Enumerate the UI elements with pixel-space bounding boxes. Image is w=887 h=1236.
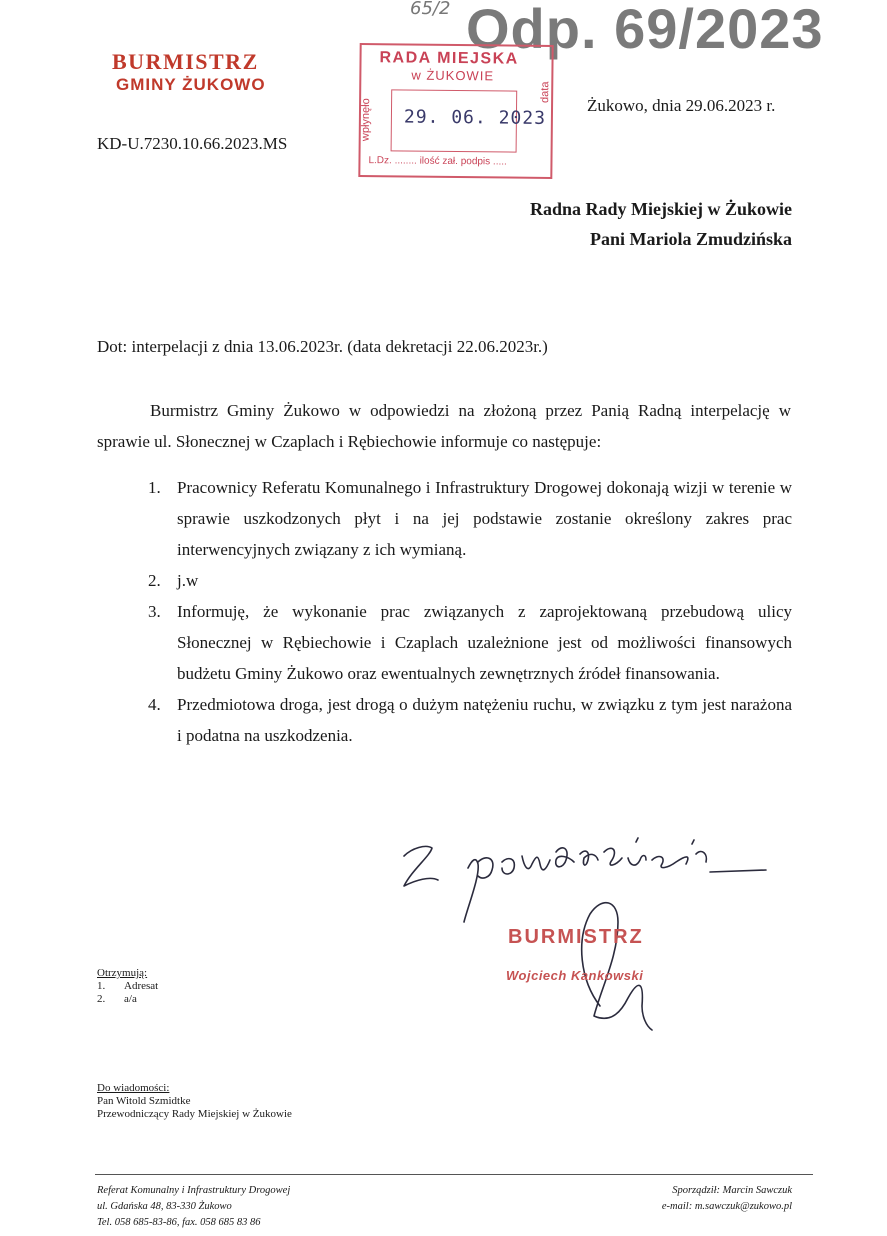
handwritten-number: 65/2 — [410, 0, 451, 19]
recipient-row — [97, 993, 158, 1006]
list-item — [148, 689, 792, 751]
list-item-text: Przedmiotowa droga, jest drogą o dużym natężeniu ruchu, w związku z tym jest narażona i podatna na uszkodzenia. — [177, 695, 792, 745]
list-item-number: 1. — [148, 478, 161, 497]
received-stamp-subtitle: w ŻUKOWIE — [411, 67, 495, 84]
footer-phone: Tel. 058 685-83-86, fax. 058 685 83 86 — [97, 1217, 261, 1228]
received-stamp-date-box — [391, 89, 547, 152]
footer-divider — [95, 1174, 813, 1175]
list-item — [148, 472, 792, 565]
footer-author-info — [560, 1183, 792, 1215]
received-stamp-right-label: data — [539, 81, 552, 103]
recipient-text: Adresat — [124, 980, 159, 992]
recipients-block — [97, 967, 158, 1006]
list-item-number: 2. — [148, 571, 161, 590]
intro-paragraph: Burmistrz Gminy Żukowo w odpowiedzi na złożoną przez Panią Radną interpelację w sprawie ul. Słonecznej w Czaplach i Rębiechowie informuje co następuje: — [97, 401, 791, 451]
addressee-line1: Radna Rady Miejskiej w Żukowie — [529, 199, 792, 219]
recipient-number: 2. — [97, 993, 106, 1005]
signature-stamp-title: BURMISTRZ — [508, 926, 644, 948]
list-item-text: Pracownicy Referatu Komunalnego i Infrastruktury Drogowej dokonają wizji w terenie w sprawie uszkodzonych płyt i na jej podstawie zostanie określony zakres prac interwencyjnych związany z ich wymianą. — [177, 478, 792, 559]
footer-department-info — [97, 1183, 290, 1231]
mayor-header-stamp — [112, 50, 266, 96]
for-information-block — [97, 1082, 292, 1121]
footer-email: e-mail: m.sawczuk@zukowo.pl — [661, 1201, 792, 1212]
list-item-text: Informuję, że wykonanie prac związanych z zaprojektowaną przebudową ulicy Słonecznej w Rębiechowie i Czaplach uzależnione jest od możliwości finansowych budżetu Gminy Żukowo oraz ewentualnych zewnętrznych źródeł finansowania. — [177, 602, 792, 683]
received-stamp-title: RADA MIEJSKA — [379, 49, 519, 68]
reference-number: KD-U.7230.10.66.2023.MS — [97, 134, 288, 153]
footer-address: ul. Gdańska 48, 83-330 Żukowo — [97, 1201, 232, 1212]
header-stamp-title: BURMISTRZ — [112, 49, 259, 74]
list-item-number: 4. — [148, 695, 161, 714]
case-number: Odp. 69/2023 — [466, 0, 824, 60]
for-information-header: Do wiadomości: — [97, 1082, 170, 1094]
recipients-header: Otrzymują: — [97, 967, 148, 979]
list-item-text: j.w — [177, 571, 199, 590]
addressee — [470, 194, 792, 254]
response-points-list — [148, 472, 792, 751]
received-stamp — [358, 43, 553, 179]
received-stamp-left-label: wpłynęło — [359, 98, 373, 142]
received-stamp-date: 29. 06. 2023 — [403, 106, 547, 129]
subject-line: Dot: interpelacji z dnia 13.06.2023r. (data dekretacji 22.06.2023r.) — [97, 337, 548, 356]
footer-author: Sporządził: Marcin Sawczuk — [672, 1185, 792, 1196]
list-item — [148, 596, 792, 689]
place-and-date: Żukowo, dnia 29.06.2023 r. — [587, 96, 776, 115]
header-stamp-subtitle: GMINY ŻUKOWO — [116, 75, 266, 94]
recipient-text: a/a — [124, 993, 137, 1005]
footer-department: Referat Komunalny i Infrastruktury Drogowej — [97, 1185, 291, 1196]
list-item — [148, 565, 792, 596]
recipient-number: 1. — [97, 980, 106, 992]
for-information-line: Pan Witold Szmidtke — [97, 1095, 191, 1107]
received-stamp-bottom-text: L.Dz. ........ ilość zał. podpis ..... — [368, 155, 507, 168]
addressee-line2: Pani Mariola Zmudzińska — [589, 229, 792, 249]
recipient-row — [97, 980, 158, 993]
signature-stamp-name: Wojciech Kankowski — [506, 968, 644, 983]
for-information-line: Przewodniczący Rady Miejskiej w Żukowie — [97, 1108, 292, 1120]
list-item-number: 3. — [148, 602, 161, 621]
